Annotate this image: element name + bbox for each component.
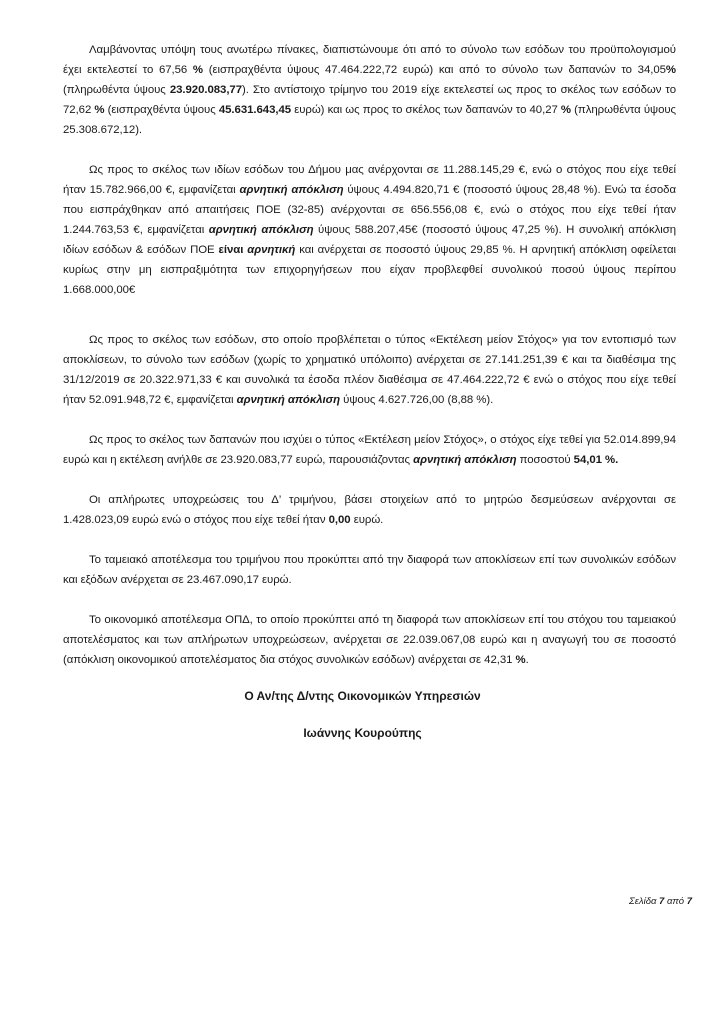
text-run: . — [525, 654, 529, 666]
paragraph-cash-result — [63, 550, 676, 590]
emphasized-text: % — [192, 64, 203, 76]
emphasized-text: % — [94, 104, 105, 116]
text-run: ποσοστού — [516, 454, 574, 466]
signature-block — [0, 686, 725, 743]
page-number-footer — [629, 896, 692, 907]
emphasized-text: αρνητική απόκλιση — [413, 454, 517, 466]
text-run: Λαμβάνοντας υπόψη τους ανωτέρω πίνακες, διαπιστώνουμε ότι από το σύνολο των εσόδων του προϋπολογισμού έχει εκτελεστεί το 67,56 — [63, 44, 676, 76]
text-run: ευρώ. — [350, 514, 384, 526]
text-run: ευρώ) και ως προς το σκέλος των δαπανών το 40,27 — [291, 104, 561, 116]
document-body — [63, 40, 676, 670]
emphasized-text: % — [515, 654, 526, 666]
text-run: Ως προς το σκέλος των δαπανών που ισχύει ο τύπος «Εκτέλεση μείον Στόχος», ο στόχος είχε τεθεί για 52.014.899,94 ευρώ και η εκτέλεση ανήλθε σε 23.920.083,77 ευρώ, παρουσιάζοντας — [63, 434, 676, 466]
paragraph-revenue-target — [63, 330, 676, 410]
text-run: Το ταμειακό αποτέλεσμα του τριμήνου που προκύπτει από την διαφορά των αποκλίσεων επί των συνολικών εσόδων και εξόδων ανέρχεται σε 23.467.090,17 ευρώ. — [63, 554, 676, 586]
text-run: ύψους 4.494.820,71 € (ποσοστό ύψους 28,48 %). Ενώ τα έσοδα που εισπράχθηκαν από απαιτήσεις ΠΟΕ (32-85) ανέρχονται σε 656.556,08 €, ενώ ο στόχος που είχε τεθεί ήταν 1.244.763,53 €, εμφανίζεται — [63, 184, 676, 236]
text-run: (πληρωθέντα ύψους — [63, 84, 170, 96]
emphasized-text: 54,01 %. — [573, 454, 619, 466]
text-run: Οι απλήρωτες υποχρεώσεις του Δ’ τριμήνου, βάσει στοιχείων από το μητρώο δεσμεύσεων ανέρχονται σε 1.428.023,09 ευρώ ενώ ο στόχος που είχε τεθεί ήταν — [63, 494, 676, 526]
text-run: Ως προς το σκέλος των εσόδων, στο οποίο προβλέπεται ο τύπος «Εκτέλεση μείον Στόχος» για τον εντοπισμό των αποκλίσεων, το σύνολο των εσόδων (χωρίς το χρηματικό υπόλοιπο) ανέρχεται σε 27.141.251,39 € και τα διαθέσιμα της 31/12/2019 σε 20.322.971,33 € και συνολικά τα έσοδα πλέον διαθέσιμα σε 47.464.222,72 € ενώ ο στόχος που είχε τεθεί ήταν 52.091.948,72 €, εμφανίζεται — [63, 334, 676, 406]
emphasized-text: αρνητική απόκλιση — [236, 394, 341, 406]
emphasized-text: αρνητική — [247, 244, 296, 256]
page-label: Σελίδα — [629, 896, 657, 907]
emphasized-text: αρνητική απόκλιση — [239, 184, 344, 196]
paragraph-financial-result — [63, 610, 676, 670]
paragraph-budget-execution — [63, 40, 676, 140]
emphasized-text: % — [665, 64, 676, 76]
signatory-title: Ο Αν/της Δ/ντης Οικονομικών Υπηρεσιών — [244, 689, 481, 703]
text-run: Ως προς το σκέλος των ιδίων εσόδων του Δήμου μας ανέρχονται σε 11.288.145,29 €, ενώ ο στόχος που είχε τεθεί ήταν 15.782.966,00 €, εμφανίζεται — [63, 164, 676, 196]
text-run: ). Στο αντίστοιχο τρίμηνο του 2019 είχε εκτελεστεί ως προς το σκέλος των εσόδων το 72,62 — [63, 84, 677, 116]
paragraph-expenses-target — [63, 430, 676, 470]
emphasized-text: 0,00 — [328, 514, 351, 526]
text-run: (πληρωθέντα ύψους 25.308.672,12). — [63, 104, 677, 136]
emphasized-text: είναι — [218, 244, 248, 256]
paragraph-unpaid-obligations — [63, 490, 676, 530]
emphasized-text: 45.631.643,45 — [218, 104, 292, 116]
emphasized-text: αρνητική απόκλιση — [208, 224, 314, 236]
text-run: και ανέρχεται σε ποσοστό ύψους 29,85 %. Η αρνητική απόκλιση οφείλεται κυρίως στην μη εισπραξιμότητα των επιχορηγήσεων που είχαν προβλεφθεί συνολικού ποσού ύψους περίπου 1.668.000,00€ — [63, 244, 676, 296]
paragraph-own-revenue — [63, 160, 676, 300]
emphasized-text: % — [560, 104, 571, 116]
current-page-number: 7 — [659, 896, 665, 907]
text-run: Το οικονομικό αποτέλεσμα ΟΠΔ, το οποίο προκύπτει από τη διαφορά των αποκλίσεων επί του στόχου του ταμειακού αποτελέσματος και των απλήρωτων υποχρεώσεων, ανέρχεται σε 22.039.067,08 ευρώ και η αναγωγή του σε ποσοστό (απόκλιση οικονομικού αποτελέσματος δια στόχος συνολικών εσόδων) ανέρχεται σε 42,31 — [63, 614, 676, 666]
signatory-name: Ιωάννης Κουρούπης — [303, 726, 422, 740]
text-run: ύψους 588.207,45€ (ποσοστό ύψους 47,25 %). Η συνολική απόκλιση ιδίων εσόδων & εσόδων ΠΟΕ — [63, 224, 676, 256]
of-label: από — [666, 896, 685, 907]
text-run: (εισπραχθέντα ύψους — [104, 104, 219, 116]
total-pages-number: 7 — [686, 896, 692, 907]
text-run: (εισπραχθέντα ύψους 47.464.222,72 ευρώ) και από το σύνολο των δαπανών το 34,05 — [202, 64, 666, 76]
emphasized-text: 23.920.083,77 — [169, 84, 243, 96]
text-run: ύψους 4.627.726,00 (8,88 %). — [340, 394, 494, 406]
